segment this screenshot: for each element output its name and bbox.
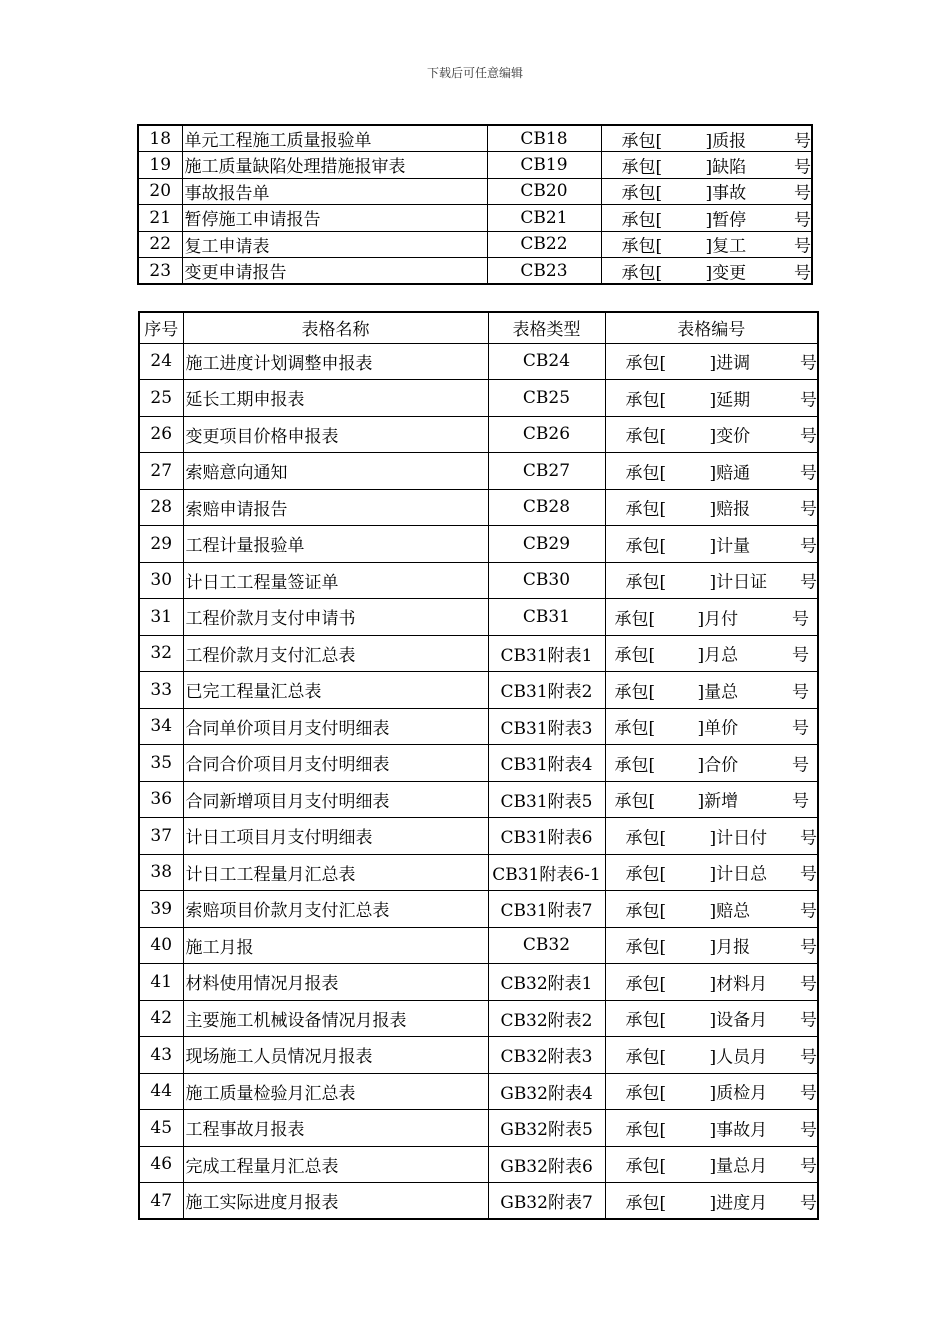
form-type: CB26: [488, 416, 605, 453]
row-number: 30: [139, 562, 183, 599]
form-type: CB31附表2: [488, 672, 605, 709]
form-type: CB31附表1: [488, 635, 605, 672]
form-name: 主要施工机械设备情况月报表: [183, 1000, 488, 1037]
code-prefix: 承包[: [614, 645, 656, 666]
code-suffix: 号: [800, 974, 817, 995]
code-prefix: 承包[: [625, 499, 667, 520]
code-abbrev: ]赔总: [709, 901, 751, 922]
code-suffix: 号: [792, 609, 809, 630]
form-code: [605, 854, 818, 891]
form-type: CB32附表1: [488, 964, 605, 1001]
code-suffix: 号: [794, 236, 811, 257]
form-name: 变更申请报告: [182, 258, 487, 285]
table-row: [139, 927, 818, 964]
form-type: CB31附表6: [488, 818, 605, 855]
table-row: [139, 708, 818, 745]
form-code: [605, 891, 818, 928]
form-code: [605, 380, 818, 417]
row-number: 46: [139, 1146, 183, 1183]
table-row: [139, 854, 818, 891]
form-type: CB24: [488, 343, 605, 380]
form-code: [605, 1037, 818, 1074]
code-suffix: 号: [792, 718, 809, 739]
form-code: [605, 1073, 818, 1110]
code-abbrev: ]事故月: [709, 1120, 768, 1141]
code-prefix: 承包[: [614, 609, 656, 630]
form-type: CB20: [487, 178, 601, 205]
row-number: 21: [138, 205, 182, 232]
table-header-row: [139, 312, 818, 343]
row-number: 27: [139, 453, 183, 490]
table-row: [139, 1000, 818, 1037]
table-row: [139, 1183, 818, 1220]
code-suffix: 号: [800, 864, 817, 885]
form-name: 索赔意向通知: [183, 453, 488, 490]
code-abbrev: ]设备月: [709, 1010, 768, 1031]
form-code: [601, 205, 812, 232]
code-suffix: 号: [800, 828, 817, 849]
form-code: [605, 964, 818, 1001]
form-table-part2-body: [139, 343, 818, 1219]
code-abbrev: ]复工: [705, 236, 747, 257]
form-code: [605, 526, 818, 563]
form-code: [605, 489, 818, 526]
form-name: 工程计量报验单: [183, 526, 488, 563]
form-table-part1: [137, 124, 813, 285]
form-type: CB31附表5: [488, 781, 605, 818]
row-number: 43: [139, 1037, 183, 1074]
form-name: 施工质量检验月汇总表: [183, 1073, 488, 1110]
code-suffix: 号: [800, 1120, 817, 1141]
row-number: 42: [139, 1000, 183, 1037]
form-name: 合同单价项目月支付明细表: [183, 708, 488, 745]
form-code: [605, 343, 818, 380]
table-row: [138, 178, 812, 205]
code-abbrev: ]月报: [709, 937, 751, 958]
code-prefix: 承包[: [625, 1010, 667, 1031]
header-no: 序号: [139, 312, 183, 343]
form-code: [605, 1183, 818, 1220]
form-name: 材料使用情况月报表: [183, 964, 488, 1001]
table-row: [139, 1110, 818, 1147]
code-prefix: 承包[: [614, 755, 656, 776]
form-type: CB31附表3: [488, 708, 605, 745]
code-prefix: 承包[: [625, 974, 667, 995]
code-suffix: 号: [800, 1193, 817, 1213]
code-prefix: 承包[: [621, 183, 663, 204]
row-number: 28: [139, 489, 183, 526]
row-number: 33: [139, 672, 183, 709]
form-code: [605, 453, 818, 490]
code-abbrev: ]月总: [697, 645, 739, 666]
code-abbrev: ]计量: [709, 536, 751, 557]
row-number: 36: [139, 781, 183, 818]
code-suffix: 号: [800, 901, 817, 922]
form-code: [605, 416, 818, 453]
form-type: CB29: [488, 526, 605, 563]
table-row: [139, 818, 818, 855]
form-name: 工程价款月支付汇总表: [183, 635, 488, 672]
code-suffix: 号: [800, 390, 817, 411]
code-abbrev: ]暂停: [705, 210, 747, 231]
code-prefix: 承包[: [625, 536, 667, 557]
table-row: [139, 964, 818, 1001]
form-code: [605, 562, 818, 599]
code-abbrev: ]计日付: [709, 828, 768, 849]
code-abbrev: ]质检月: [709, 1083, 768, 1104]
row-number: 29: [139, 526, 183, 563]
code-prefix: 承包[: [621, 157, 663, 178]
code-prefix: 承包[: [614, 682, 656, 703]
form-name: 已完工程量汇总表: [183, 672, 488, 709]
code-abbrev: ]进调: [709, 353, 751, 374]
code-abbrev: ]变更: [705, 263, 747, 283]
form-name: 施工月报: [183, 927, 488, 964]
form-type: CB27: [488, 453, 605, 490]
form-type: CB32附表2: [488, 1000, 605, 1037]
row-number: 41: [139, 964, 183, 1001]
form-code: [605, 599, 818, 636]
code-prefix: 承包[: [614, 718, 656, 739]
code-suffix: 号: [800, 499, 817, 520]
table-row: [139, 453, 818, 490]
table-row: [139, 635, 818, 672]
table-row: [139, 489, 818, 526]
row-number: 19: [138, 152, 182, 179]
code-abbrev: ]月付: [697, 609, 739, 630]
table-row: [138, 258, 812, 285]
code-abbrev: ]缺陷: [705, 157, 747, 178]
form-name: 变更项目价格申报表: [183, 416, 488, 453]
row-number: 18: [138, 125, 182, 152]
code-prefix: 承包[: [625, 828, 667, 849]
code-suffix: 号: [794, 131, 811, 151]
table-row: [139, 672, 818, 709]
form-table-part2: [138, 311, 819, 1220]
code-abbrev: ]计日证: [709, 572, 768, 593]
form-name: 施工实际进度月报表: [183, 1183, 488, 1220]
code-abbrev: ]赔通: [709, 463, 751, 484]
code-abbrev: ]量总月: [709, 1156, 768, 1177]
form-type: GB32附表6: [488, 1146, 605, 1183]
code-suffix: 号: [792, 645, 809, 666]
table-row: [139, 343, 818, 380]
form-name: 完成工程量月汇总表: [183, 1146, 488, 1183]
table-row: [139, 1146, 818, 1183]
table-row: [138, 125, 812, 152]
form-code: [605, 818, 818, 855]
code-abbrev: ]变价: [709, 426, 751, 447]
code-prefix: 承包[: [621, 131, 663, 151]
table-row: [138, 231, 812, 258]
code-prefix: 承包[: [625, 426, 667, 447]
header-type: 表格类型: [488, 312, 605, 343]
row-number: 35: [139, 745, 183, 782]
row-number: 40: [139, 927, 183, 964]
form-name: 延长工期申报表: [183, 380, 488, 417]
form-name: 合同新增项目月支付明细表: [183, 781, 488, 818]
code-abbrev: ]质报: [705, 131, 747, 151]
table-row: [139, 599, 818, 636]
table-row: [138, 205, 812, 232]
row-number: 45: [139, 1110, 183, 1147]
code-abbrev: ]延期: [709, 390, 751, 411]
code-suffix: 号: [800, 1010, 817, 1031]
form-code: [601, 152, 812, 179]
code-prefix: 承包[: [625, 901, 667, 922]
table-row: [139, 380, 818, 417]
code-suffix: 号: [794, 183, 811, 204]
row-number: 24: [139, 343, 183, 380]
code-prefix: 承包[: [625, 1083, 667, 1104]
form-name: 索赔项目价款月支付汇总表: [183, 891, 488, 928]
form-type: CB25: [488, 380, 605, 417]
form-type: CB31附表6-1: [488, 854, 605, 891]
row-number: 31: [139, 599, 183, 636]
form-name: 工程事故月报表: [183, 1110, 488, 1147]
row-number: 25: [139, 380, 183, 417]
row-number: 22: [138, 231, 182, 258]
form-code: [605, 781, 818, 818]
form-name: 事故报告单: [182, 178, 487, 205]
code-abbrev: ]单价: [697, 718, 739, 739]
table-row: [139, 1073, 818, 1110]
code-suffix: 号: [794, 263, 811, 283]
form-code: [605, 672, 818, 709]
form-type: GB32附表7: [488, 1183, 605, 1220]
code-prefix: 承包[: [621, 210, 663, 231]
row-number: 44: [139, 1073, 183, 1110]
code-abbrev: ]合价: [697, 755, 739, 776]
code-prefix: 承包[: [621, 236, 663, 257]
table-row: [139, 781, 818, 818]
row-number: 37: [139, 818, 183, 855]
code-prefix: 承包[: [621, 263, 663, 283]
code-prefix: 承包[: [625, 1193, 667, 1213]
form-type: CB31附表4: [488, 745, 605, 782]
form-type: CB32: [488, 927, 605, 964]
form-code: [605, 927, 818, 964]
form-code: [605, 1146, 818, 1183]
code-abbrev: ]人员月: [709, 1047, 768, 1068]
form-name: 计日工项目月支付明细表: [183, 818, 488, 855]
code-abbrev: ]进度月: [709, 1193, 768, 1213]
code-prefix: 承包[: [625, 1156, 667, 1177]
code-suffix: 号: [800, 426, 817, 447]
form-name: 现场施工人员情况月报表: [183, 1037, 488, 1074]
table-row: [139, 526, 818, 563]
form-name: 复工申请表: [182, 231, 487, 258]
table-row: [139, 416, 818, 453]
form-type: GB32附表4: [488, 1073, 605, 1110]
table-row: [139, 562, 818, 599]
row-number: 26: [139, 416, 183, 453]
row-number: 39: [139, 891, 183, 928]
form-type: CB21: [487, 205, 601, 232]
code-suffix: 号: [800, 1047, 817, 1068]
form-code: [601, 231, 812, 258]
code-abbrev: ]计日总: [709, 864, 768, 885]
table-row: [138, 152, 812, 179]
header-code: 表格编号: [605, 312, 818, 343]
form-code: [605, 745, 818, 782]
row-number: 32: [139, 635, 183, 672]
code-suffix: 号: [800, 1083, 817, 1104]
form-type: CB32附表3: [488, 1037, 605, 1074]
table-row: [139, 891, 818, 928]
code-prefix: 承包[: [625, 353, 667, 374]
code-suffix: 号: [800, 1156, 817, 1177]
form-type: CB28: [488, 489, 605, 526]
code-suffix: 号: [800, 536, 817, 557]
row-number: 23: [138, 258, 182, 285]
form-name: 工程价款月支付申请书: [183, 599, 488, 636]
row-number: 38: [139, 854, 183, 891]
form-code: [601, 125, 812, 152]
form-type: CB30: [488, 562, 605, 599]
form-name: 合同合价项目月支付明细表: [183, 745, 488, 782]
code-prefix: 承包[: [625, 1047, 667, 1068]
code-prefix: 承包[: [625, 937, 667, 958]
form-code: [605, 708, 818, 745]
code-prefix: 承包[: [614, 791, 656, 812]
code-suffix: 号: [794, 210, 811, 231]
code-abbrev: ]新增: [697, 791, 739, 812]
form-type: CB23: [487, 258, 601, 285]
form-code: [605, 1000, 818, 1037]
code-prefix: 承包[: [625, 463, 667, 484]
code-suffix: 号: [800, 937, 817, 958]
form-type: CB31: [488, 599, 605, 636]
row-number: 20: [138, 178, 182, 205]
code-abbrev: ]事故: [705, 183, 747, 204]
code-prefix: 承包[: [625, 390, 667, 411]
code-abbrev: ]材料月: [709, 974, 768, 995]
form-name: 施工质量缺陷处理措施报审表: [182, 152, 487, 179]
code-suffix: 号: [800, 463, 817, 484]
form-type: CB31附表7: [488, 891, 605, 928]
code-abbrev: ]量总: [697, 682, 739, 703]
header-name: 表格名称: [183, 312, 488, 343]
code-prefix: 承包[: [625, 864, 667, 885]
form-table-part1-body: [138, 125, 812, 284]
form-name: 暂停施工申请报告: [182, 205, 487, 232]
form-type: GB32附表5: [488, 1110, 605, 1147]
header-note: 下载后可任意编辑: [426, 66, 523, 80]
form-name: 计日工工程量签证单: [183, 562, 488, 599]
code-suffix: 号: [792, 791, 809, 812]
form-code: [605, 1110, 818, 1147]
row-number: 47: [139, 1183, 183, 1220]
table-row: [139, 1037, 818, 1074]
code-suffix: 号: [792, 682, 809, 703]
form-type: CB18: [487, 125, 601, 152]
code-suffix: 号: [800, 353, 817, 374]
form-name: 计日工工程量月汇总表: [183, 854, 488, 891]
form-name: 单元工程施工质量报验单: [182, 125, 487, 152]
form-type: CB22: [487, 231, 601, 258]
table-row: [139, 745, 818, 782]
code-suffix: 号: [794, 157, 811, 178]
row-number: 34: [139, 708, 183, 745]
code-abbrev: ]赔报: [709, 499, 751, 520]
form-name: 索赔申请报告: [183, 489, 488, 526]
code-suffix: 号: [800, 572, 817, 593]
code-suffix: 号: [792, 755, 809, 776]
form-name: 施工进度计划调整申报表: [183, 343, 488, 380]
form-code: [601, 178, 812, 205]
form-code: [601, 258, 812, 285]
form-type: CB19: [487, 152, 601, 179]
form-code: [605, 635, 818, 672]
code-prefix: 承包[: [625, 572, 667, 593]
code-prefix: 承包[: [625, 1120, 667, 1141]
